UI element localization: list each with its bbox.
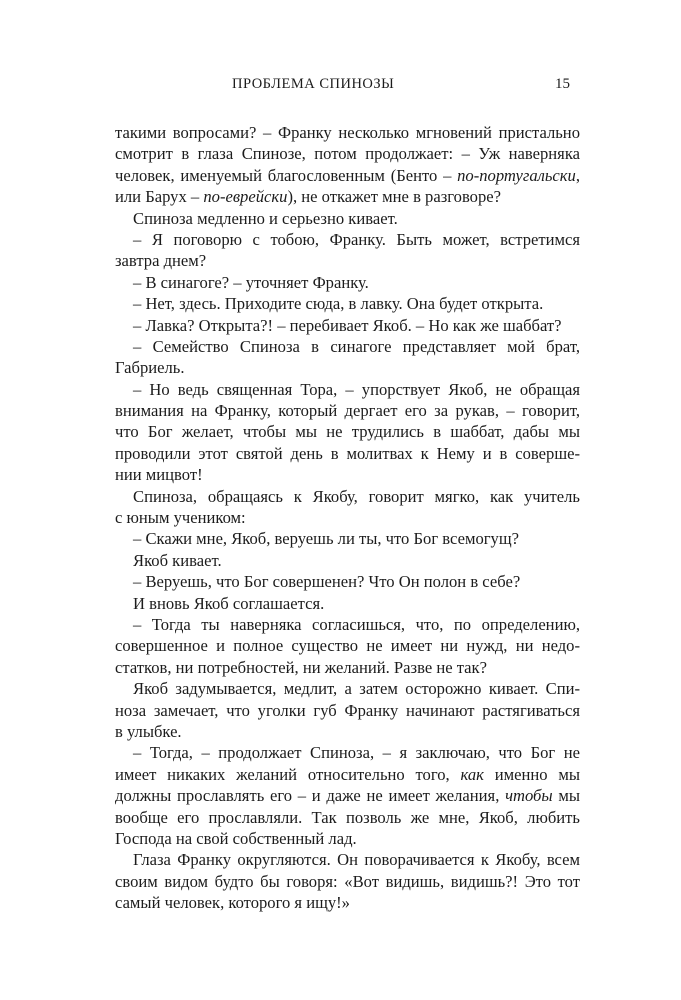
- text-line: [115, 315, 580, 336]
- text-segment: – Нет, здесь. Приходите сюда, в лавку. Она будет открыта.: [133, 294, 544, 314]
- text-line: [115, 614, 580, 635]
- text-segment: мы: [552, 786, 580, 806]
- text-line: [115, 807, 580, 828]
- text-line: [115, 678, 580, 699]
- text-line: [115, 443, 580, 464]
- text-segment: совершенное и полное существо не имеет ни нужд, ни недо-: [115, 636, 580, 656]
- body-text: [115, 122, 580, 913]
- text-segment: – Тогда, – продолжает Спиноза, – я заключаю, что Бог не: [133, 743, 580, 763]
- text-segment: Спиноза, обращаясь к Якобу, говорит мягко, как учитель: [133, 486, 580, 506]
- text-line: [115, 229, 580, 250]
- text-segment: смотрит в глаза Спинозе, потом продолжает: – Уж наверняка: [115, 144, 580, 164]
- text-line: [115, 293, 580, 314]
- text-line: [115, 764, 580, 785]
- text-segment: Якоб кивает.: [133, 550, 222, 570]
- text-segment: самый человек, которого я ищу!»: [115, 893, 350, 913]
- text-line: [115, 700, 580, 721]
- running-head: [0, 76, 681, 98]
- text-segment: Якоб задумывается, медлит, а затем осторожно кивает. Спи-: [133, 679, 580, 699]
- text-segment: – Скажи мне, Якоб, веруешь ли ты, что Бог всемогущ?: [133, 529, 519, 549]
- text-segment: с юным учеником:: [115, 508, 246, 528]
- text-segment: – Веруешь, что Бог совершенен? Что Он полон в себе?: [133, 572, 521, 592]
- text-segment: проводили этот святой день в молитвах к Нему и в соверше-: [115, 443, 580, 463]
- text-line: [115, 528, 580, 549]
- text-segment: должны прославлять его – и даже не имеет желания,: [115, 786, 506, 806]
- text-segment: Габриель.: [115, 358, 185, 378]
- text-segment: ноза замечает, что уголки губ Франку начинают растягиваться: [115, 700, 580, 720]
- italic-text: как: [460, 764, 484, 784]
- text-segment: внимания на Франку, который дергает его за рукав, – говорит,: [115, 401, 580, 421]
- text-line: [115, 550, 580, 571]
- text-segment: – Я поговорю с тобою, Франку. Быть может, встретимся: [133, 229, 580, 249]
- text-line: [115, 421, 580, 442]
- text-line: [115, 721, 580, 742]
- text-segment: ,: [575, 165, 580, 185]
- text-segment: имеет никаких желаний относительно того,: [115, 764, 461, 784]
- text-line: [115, 143, 580, 164]
- text-segment: нии мицвот!: [115, 465, 203, 485]
- text-line: [115, 871, 580, 892]
- text-segment: человек, именуемый благословенным (Бенто –: [115, 165, 458, 185]
- text-segment: завтра днем?: [115, 251, 207, 271]
- text-line: [115, 379, 580, 400]
- text-segment: именно мы: [483, 764, 581, 784]
- text-line: [115, 635, 580, 656]
- text-line: [115, 186, 580, 207]
- text-line: [115, 742, 580, 763]
- text-segment: Спиноза медленно и серьезно кивает.: [133, 208, 398, 228]
- text-line: [115, 657, 580, 678]
- text-line: [115, 272, 580, 293]
- italic-text: по-португальски: [457, 165, 576, 185]
- text-segment: ), не откажет мне в разговоре?: [287, 187, 502, 207]
- text-line: [115, 250, 580, 271]
- text-line: [115, 571, 580, 592]
- italic-text: по-еврейски: [203, 187, 288, 207]
- italic-text: чтобы: [505, 786, 553, 806]
- text-segment: – Тогда ты наверняка согласишься, что, по определению,: [133, 614, 580, 634]
- text-segment: И вновь Якоб соглашается.: [133, 593, 325, 613]
- text-segment: статков, ни потребностей, ни желаний. Разве не так?: [115, 657, 487, 677]
- text-line: [115, 336, 580, 357]
- text-line: [115, 507, 580, 528]
- text-line: [115, 593, 580, 614]
- text-segment: такими вопросами? – Франку несколько мгновений пристально: [115, 123, 580, 142]
- text-segment: своим видом будто бы говоря: «Вот видишь, видишь?! Это тот: [115, 871, 580, 891]
- text-line: [115, 464, 580, 485]
- text-line: [115, 208, 580, 229]
- text-segment: вообще его прославляли. Так позволь же мне, Якоб, любить: [115, 807, 580, 827]
- text-line: [115, 785, 580, 806]
- text-segment: – Семейство Спиноза в синагоге представляет мой брат,: [133, 336, 580, 356]
- text-line: [115, 486, 580, 507]
- text-line: [115, 828, 580, 849]
- text-line: [115, 122, 580, 143]
- text-line: [115, 892, 580, 913]
- text-line: [115, 849, 580, 870]
- text-segment: – В синагоге? – уточняет Франку.: [133, 272, 369, 292]
- running-title: ПРОБЛЕМА СПИНОЗЫ: [232, 76, 395, 92]
- text-segment: что Бог желает, чтобы мы не трудились в шаббат, дабы мы: [115, 422, 580, 442]
- text-segment: Глаза Франку округляются. Он поворачивается к Якобу, всем: [133, 850, 580, 870]
- text-line: [115, 165, 580, 186]
- page-number: 15: [555, 76, 570, 92]
- text-segment: – Но ведь священная Тора, – упорствует Якоб, не обращая: [133, 379, 580, 399]
- text-segment: Господа на свой собственный лад.: [115, 828, 357, 848]
- text-segment: или Барух –: [115, 187, 204, 207]
- text-segment: в улыбке.: [115, 721, 182, 741]
- text-line: [115, 357, 580, 378]
- text-segment: – Лавка? Открыта?! – перебивает Якоб. – Но как же шаббат?: [133, 315, 562, 335]
- text-line: [115, 400, 580, 421]
